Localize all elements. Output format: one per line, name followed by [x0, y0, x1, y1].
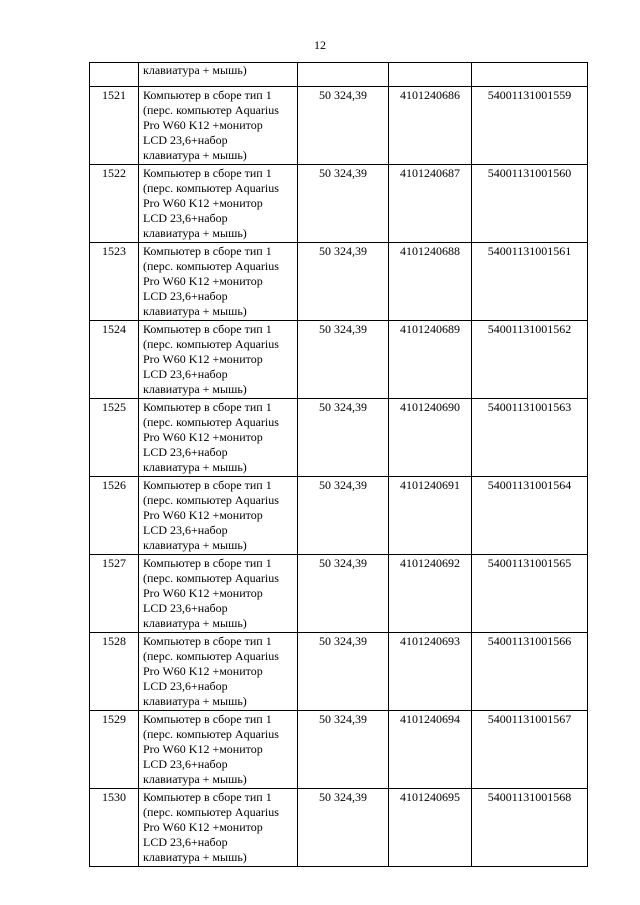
item-description-line: клавиатура + мышь) [143, 304, 247, 318]
item-description-line: LCD 23,6+набор [143, 523, 228, 537]
item-description-line: Pro W60 K12 +монитор [143, 820, 263, 834]
item-description-line: LCD 23,6+набор [143, 601, 228, 615]
table-row [90, 321, 588, 399]
item-code-cell: 54001131001560 [472, 165, 588, 243]
carryover-row [90, 63, 588, 87]
item-code-cell [472, 63, 588, 87]
item-description-line: клавиатура + мышь) [143, 226, 247, 240]
item-description-line: клавиатура + мышь) [143, 616, 247, 630]
item-description-line: Pro W60 K12 +монитор [143, 508, 263, 522]
item-description-line: LCD 23,6+набор [143, 445, 228, 459]
item-description-line: Компьютер в сборе тип 1 [143, 244, 272, 258]
item-code-cell: 54001131001562 [472, 321, 588, 399]
item-description-cell: клавиатура + мышь) [139, 63, 298, 87]
price-cell [298, 63, 389, 87]
item-description-line: LCD 23,6+набор [143, 367, 228, 381]
table-row [90, 87, 588, 165]
row-number-cell: 1528 [90, 633, 139, 711]
item-description-cell [139, 243, 298, 321]
row-number-cell [90, 63, 139, 87]
item-description-cell [139, 165, 298, 243]
item-code-cell: 54001131001566 [472, 633, 588, 711]
row-number-cell: 1524 [90, 321, 139, 399]
item-description-line: (перс. компьютер Aquarius [143, 571, 279, 585]
item-description-line: (перс. компьютер Aquarius [143, 259, 279, 273]
item-description-line: Pro W60 K12 +монитор [143, 430, 263, 444]
item-description-line: Pro W60 K12 +монитор [143, 664, 263, 678]
item-description-line: LCD 23,6+набор [143, 835, 228, 849]
item-description-line: (перс. компьютер Aquarius [143, 181, 279, 195]
item-code-cell: 54001131001563 [472, 399, 588, 477]
item-description-line: LCD 23,6+набор [143, 289, 228, 303]
item-description-line: клавиатура + мышь) [143, 850, 247, 864]
row-number-cell: 1522 [90, 165, 139, 243]
item-code-cell: 54001131001568 [472, 789, 588, 867]
item-description-line: Pro W60 K12 +монитор [143, 274, 263, 288]
price-cell: 50 324,39 [298, 87, 389, 165]
item-description-line: Компьютер в сборе тип 1 [143, 790, 272, 804]
item-description-cell [139, 711, 298, 789]
price-cell: 50 324,39 [298, 321, 389, 399]
item-description-cell [139, 555, 298, 633]
item-description-line: (перс. компьютер Aquarius [143, 493, 279, 507]
row-number-cell: 1530 [90, 789, 139, 867]
row-number-cell: 1525 [90, 399, 139, 477]
row-number-cell: 1529 [90, 711, 139, 789]
item-description-line: Компьютер в сборе тип 1 [143, 634, 272, 648]
price-cell: 50 324,39 [298, 165, 389, 243]
price-cell: 50 324,39 [298, 789, 389, 867]
price-cell: 50 324,39 [298, 477, 389, 555]
table-row [90, 477, 588, 555]
inventory-number-cell: 4101240691 [389, 477, 472, 555]
inventory-table-body [90, 63, 588, 867]
inventory-number-cell: 4101240688 [389, 243, 472, 321]
table-row [90, 399, 588, 477]
table-row [90, 555, 588, 633]
price-cell: 50 324,39 [298, 633, 389, 711]
item-code-cell: 54001131001564 [472, 477, 588, 555]
item-description-line: (перс. компьютер Aquarius [143, 649, 279, 663]
inventory-number-cell: 4101240692 [389, 555, 472, 633]
item-description-line: клавиатура + мышь) [143, 772, 247, 786]
table-row [90, 633, 588, 711]
item-description-line: клавиатура + мышь) [143, 460, 247, 474]
item-code-cell: 54001131001567 [472, 711, 588, 789]
item-description-cell [139, 399, 298, 477]
row-number-cell: 1526 [90, 477, 139, 555]
item-description-line: Pro W60 K12 +монитор [143, 742, 263, 756]
item-description-line: Pro W60 K12 +монитор [143, 118, 263, 132]
page-number: 12 [314, 38, 326, 52]
inventory-number-cell: 4101240693 [389, 633, 472, 711]
item-description-line: Pro W60 K12 +монитор [143, 352, 263, 366]
price-cell: 50 324,39 [298, 711, 389, 789]
item-code-cell: 54001131001561 [472, 243, 588, 321]
item-description-line: Компьютер в сборе тип 1 [143, 166, 272, 180]
item-description-line: Компьютер в сборе тип 1 [143, 556, 272, 570]
inventory-number-cell: 4101240686 [389, 87, 472, 165]
item-description-line: (перс. компьютер Aquarius [143, 337, 279, 351]
item-code-cell: 54001131001565 [472, 555, 588, 633]
item-description-cell [139, 321, 298, 399]
table-row [90, 711, 588, 789]
item-description-line: Компьютер в сборе тип 1 [143, 478, 272, 492]
inventory-table [89, 62, 588, 867]
inventory-number-cell [389, 63, 472, 87]
item-description-line: LCD 23,6+набор [143, 211, 228, 225]
row-number-cell: 1523 [90, 243, 139, 321]
row-number-cell: 1527 [90, 555, 139, 633]
table-row [90, 165, 588, 243]
item-description-cell [139, 633, 298, 711]
table-row [90, 789, 588, 867]
item-description-line: LCD 23,6+набор [143, 679, 228, 693]
item-description-line: (перс. компьютер Aquarius [143, 415, 279, 429]
item-description-line: Pro W60 K12 +монитор [143, 586, 263, 600]
row-number-cell: 1521 [90, 87, 139, 165]
item-description-line: клавиатура + мышь) [143, 538, 247, 552]
item-description-line: Компьютер в сборе тип 1 [143, 712, 272, 726]
item-description-line: (перс. компьютер Aquarius [143, 103, 279, 117]
price-cell: 50 324,39 [298, 555, 389, 633]
item-description-cell [139, 789, 298, 867]
item-description-line: Компьютер в сборе тип 1 [143, 322, 272, 336]
item-description-line: Компьютер в сборе тип 1 [143, 400, 272, 414]
inventory-number-cell: 4101240689 [389, 321, 472, 399]
item-description-line: (перс. компьютер Aquarius [143, 727, 279, 741]
inventory-number-cell: 4101240695 [389, 789, 472, 867]
inventory-number-cell: 4101240690 [389, 399, 472, 477]
item-description-line: клавиатура + мышь) [143, 148, 247, 162]
item-description-cell [139, 477, 298, 555]
item-description-line: клавиатура + мышь) [143, 382, 247, 396]
item-description-line: LCD 23,6+набор [143, 757, 228, 771]
item-description-line: (перс. компьютер Aquarius [143, 805, 279, 819]
table-row [90, 243, 588, 321]
price-cell: 50 324,39 [298, 399, 389, 477]
inventory-number-cell: 4101240694 [389, 711, 472, 789]
price-cell: 50 324,39 [298, 243, 389, 321]
item-description-line: клавиатура + мышь) [143, 694, 247, 708]
item-description-line: Pro W60 K12 +монитор [143, 196, 263, 210]
item-code-cell: 54001131001559 [472, 87, 588, 165]
inventory-number-cell: 4101240687 [389, 165, 472, 243]
item-description-line: Компьютер в сборе тип 1 [143, 88, 272, 102]
item-description-cell [139, 87, 298, 165]
item-description-line: LCD 23,6+набор [143, 133, 228, 147]
